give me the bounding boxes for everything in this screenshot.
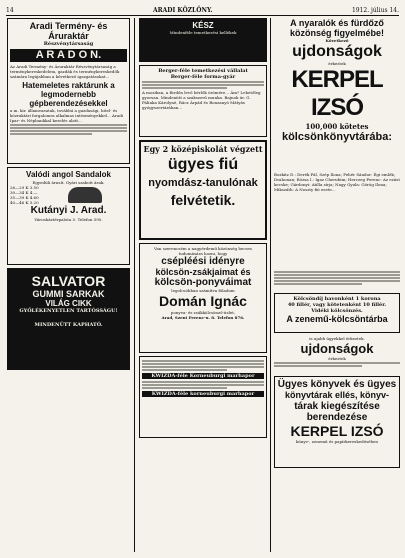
brand-name: SALVATOR — [31, 273, 106, 289]
ad-name: Kutányi J. Arad. — [30, 205, 107, 216]
ad-temetkezes — [139, 18, 267, 62]
ad-name: Berger-féle forma-gyár — [170, 74, 236, 80]
ad-doman — [139, 243, 267, 353]
page-header — [6, 5, 399, 15]
ad-body: A moziban, a fürdőn levő bérlők örömére... Ám? Lehetőleg gyorsan. Mindenütt a szakszerű munka. Bajnok úr. G. Pálinka Károlyné, Rácz Árpád és Bonzanyó Mátyás gyógyszertárában... — [142, 90, 261, 110]
column-middle — [139, 18, 267, 552]
ad-line: is ujabb ügyekkel érkeztek. — [309, 336, 365, 341]
ad-sandalok — [7, 167, 130, 265]
rent-title: A zenemű-kölcsöntárba — [286, 314, 388, 324]
ad-line: GUMMI SARKAK — [32, 289, 105, 299]
ad-line: MINDENÜTT KAPHATÓ. — [34, 322, 103, 328]
headline: ujdonságok — [300, 341, 374, 356]
notice: 40 fillér, vagy kötetenként 10 fillér. — [287, 302, 387, 308]
ad-subtitle: Mindenféle temetkezési kellékek — [169, 30, 237, 35]
hire-line: felvétetik. — [170, 192, 236, 208]
headline-sub: érkeztek — [328, 356, 346, 361]
ad-title: Ügyes könyvek és ügyes — [277, 379, 397, 390]
headline-sub: érkeztek — [328, 61, 346, 66]
ad-address: Városháztérpalota 5. Telefon 595. — [34, 217, 103, 222]
ad-name: Domán Ignác — [159, 293, 247, 309]
hire-line: nyomdász-tanulónak — [148, 177, 258, 189]
hire-line: Egy 2 középiskolát végzett — [143, 144, 263, 154]
page-number: 14 — [6, 6, 14, 14]
ad-line: GYŐLÉKENYETLEN TARTÓSSÁGU! — [19, 308, 118, 314]
ad-trade: ponyva- és zsákkölcsönző-üzlet, — [170, 310, 236, 315]
ad-kwizda — [139, 356, 267, 438]
ad-line: A nyaralók és fürdőző — [290, 18, 384, 28]
ad-title: Aradi Termény- és Áruraktár — [29, 21, 108, 41]
price-row: 35—39 K 4.60 — [10, 195, 39, 200]
sandal-illustration — [68, 187, 102, 203]
book-list: Bozkitz D.: Derék Pál, Szép Ilona; Fehér Sándor: Égi emlék; Drahonan; Rózsa I.: Igaz Cherubim; Herczeg Ferenc: Az ezüst kecske; Gárdonyi: Atilla sírja; Nagy Gyula: Görög Ilona; Mikszáth: A Noszty fiú esete... — [274, 172, 400, 192]
ad-berger — [139, 65, 267, 137]
ad-line: közönség figyelmébe! — [289, 28, 385, 38]
ad-address: Arad, Szent Ferenc-u. 8. Telefon 876. — [161, 315, 245, 320]
ad-body: Az Aradi Termény- és Áruraktár Részvénytársaság a terménykereskedelem, gazdák és terménykereskedők számára legújabban a kővetkező igazgatásokat... — [10, 64, 120, 79]
ad-title: KÉSZ — [192, 21, 214, 30]
ad-line: csépléési idényre — [161, 256, 245, 267]
ad-title: berendezése — [306, 412, 368, 423]
ad-subtitle: Részvénytársaság — [43, 41, 94, 47]
ad-salvator — [7, 268, 130, 370]
ad-hiring — [139, 140, 267, 240]
ad-termeny — [7, 18, 130, 164]
issue-date: 1912. július 14. — [351, 6, 399, 14]
price-row: 26—29 K 3.50 — [10, 185, 39, 190]
price-row: 30—34 K 4.— — [10, 190, 38, 195]
library: kölcsönkönyvtárába: — [281, 131, 393, 143]
column-right — [274, 18, 400, 552]
notice-box — [274, 293, 400, 333]
ad-line: kölcsön-ponyváimat — [154, 277, 252, 288]
headline: ujdonságok — [292, 43, 382, 60]
body-text — [10, 124, 127, 135]
ad-konyvtar — [274, 376, 400, 468]
ad-title-2: Hatemeletes raktárunk a legmodernebb gépberendezésekkel — [22, 81, 115, 108]
ad-title: Berger-féle temetkezési vállalat — [158, 68, 248, 74]
ad-title: KWIZDA-féle korneuburgi marhapor — [142, 391, 264, 397]
ad-sub: könyv-, zenemű és papírkereskedésében — [295, 439, 379, 444]
header-rule — [6, 15, 399, 16]
ad-name: KERPEL IZSÓ — [290, 423, 384, 439]
ad-line: legolcsóbban számítva föladom — [171, 288, 235, 293]
notice: Kölcsöndíj havonként 1 korona — [293, 296, 381, 302]
column-left — [7, 18, 130, 552]
ad-line: VILÁG CIKK — [45, 299, 92, 308]
big-name: KERPEL IZSÓ — [291, 66, 383, 121]
ad-city: A R A D O N. — [10, 49, 127, 62]
newspaper-title: ARADI KÖZLÖNY. — [153, 6, 213, 14]
ad-line: kölcsön-zsákjaimat és — [155, 267, 251, 277]
ad-title: KWIZDA-féle Korneuburgi marhapor — [142, 373, 264, 379]
price-list — [10, 185, 39, 205]
ad-title: tárak kiegészítése — [294, 401, 380, 412]
count: 100,000 kötetes — [305, 122, 369, 131]
ad-kerpel — [274, 18, 400, 172]
ad-title: könyvtárak ellés, könyv- — [284, 390, 390, 400]
column-divider — [134, 18, 135, 552]
column-divider — [270, 18, 271, 552]
ad-title: Valódi angol Sandalok — [26, 170, 111, 179]
ad-body-2: a m. kir. államvasutak, továbbá a gazdasági, hitel- és közraktári forgalomra alkalmas intézményekkel... Aradi Ipar- és Népbankkal kezelés alatt... — [10, 108, 124, 123]
ad-ujdonsag — [274, 336, 400, 376]
price-row: 40—46 K 5.20 — [10, 200, 39, 205]
ad-line: Kővetkező — [325, 38, 349, 43]
hire-line: ügyes fiú — [167, 156, 239, 173]
ad-subtitle: Egyedüli árusít. Gyári szabott árak. — [32, 180, 105, 185]
ad-intro: Van szerencsém a nagyérdemű közönség becses tudomására hozni, hogy — [154, 246, 252, 256]
notice: Vidéki kölcsönzés. — [311, 308, 363, 314]
